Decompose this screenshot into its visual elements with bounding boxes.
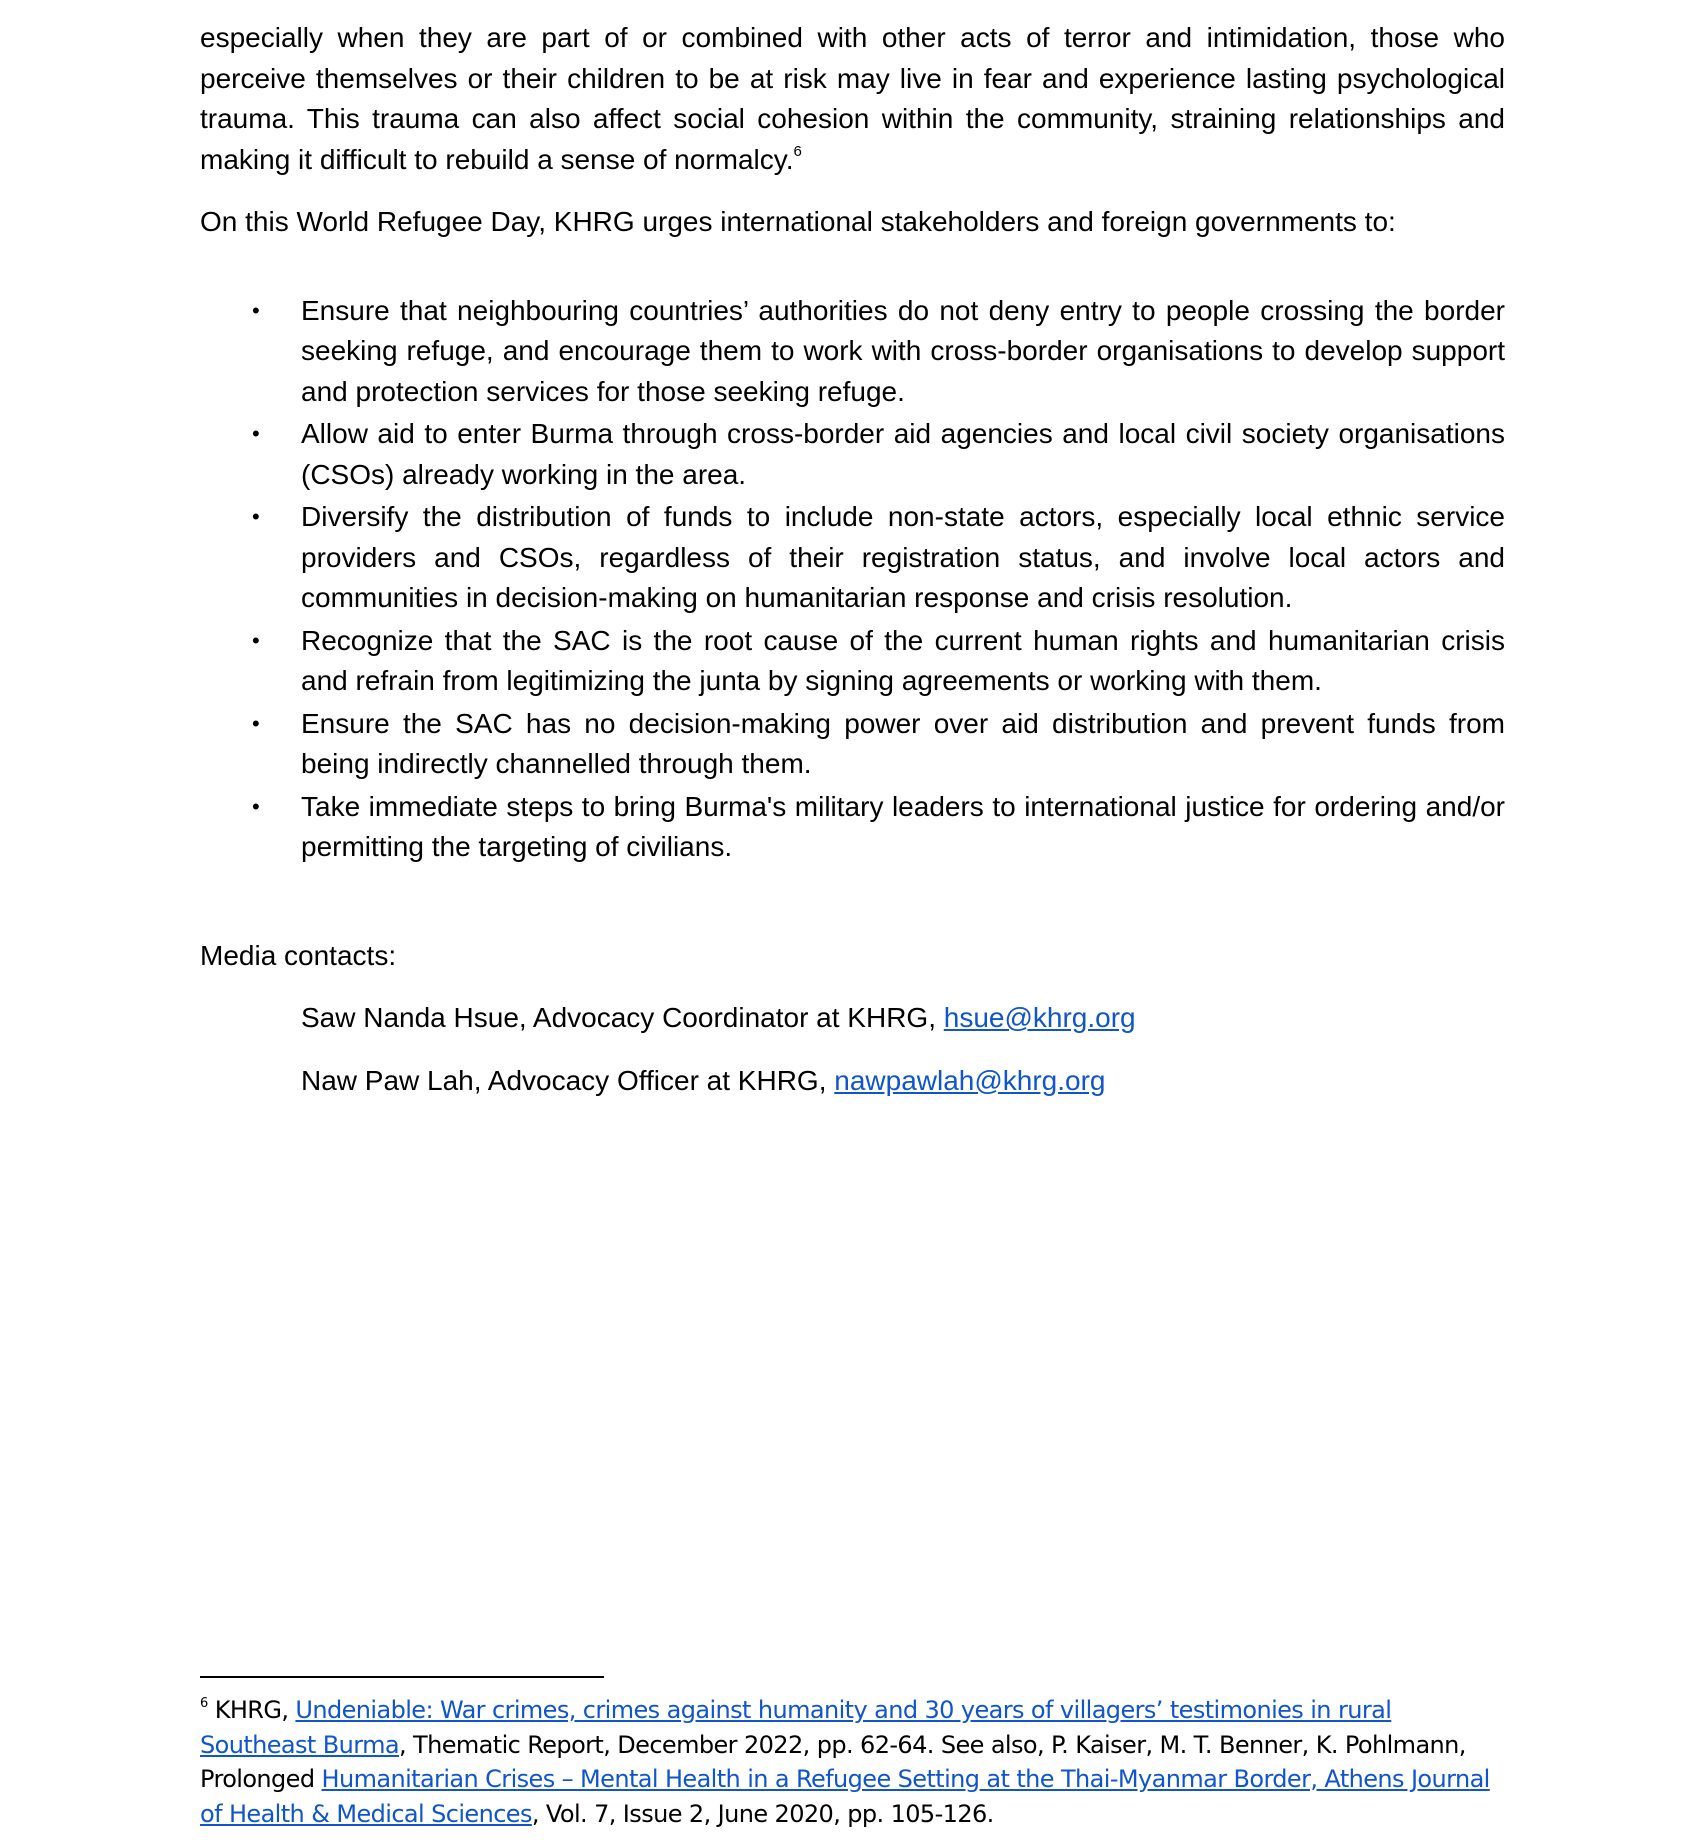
footnote-separator (200, 1676, 604, 1678)
list-item-text: Allow aid to enter Burma through cross-border aid agencies and local civil society organisations (CSOs) already working in the area. (301, 418, 1505, 490)
footnote-link-journal[interactable]: Humanitarian Crises – Mental Health in a Refugee Setting at the Thai-Myanmar Border, Athens Journal of Health & Medical Sciences (200, 1765, 1490, 1828)
footnote-number: 6 (200, 1696, 208, 1711)
bullet-icon: • (252, 793, 260, 819)
list-item (200, 414, 1505, 495)
footnote-reference[interactable]: 6 (793, 143, 802, 161)
list-item (200, 291, 1505, 413)
email-link[interactable]: nawpawlah@khrg.org (834, 1064, 1106, 1096)
recommendations-list (200, 291, 1505, 868)
bullet-icon: • (252, 627, 260, 653)
media-contacts-heading: Media contacts: (200, 939, 397, 971)
bullet-icon: • (252, 710, 260, 736)
footnote-prefix: KHRG, (207, 1696, 296, 1724)
list-item-text: Recognize that the SAC is the root cause of the current human rights and humanitarian crisis and refrain from legitimizing the junta by signing agreements or working with them. (301, 624, 1505, 696)
bullet-icon: • (252, 297, 260, 323)
document-page (200, 18, 1505, 1123)
footnote-suffix: , Vol. 7, Issue 2, June 2020, pp. 105-126. (531, 1799, 994, 1828)
footnote-link-report[interactable]: Undeniable: War crimes, crimes against humanity and 30 years of villagers’ testimonies in rural Southeast Burma (200, 1696, 1392, 1759)
contact-description: Naw Paw Lah, Advocacy Officer at KHRG, (301, 1064, 835, 1096)
body-paragraph-intro: On this World Refugee Day, KHRG urges international stakeholders and foreign governments to: (200, 206, 1396, 237)
list-item-text: Ensure that neighbouring countries’ authorities do not deny entry to people crossing the border seeking refuge, and encourage them to work with cross-border organisations to develop support and protection services for those seeking refuge. (301, 294, 1505, 407)
list-item-text: Diversify the distribution of funds to include non-state actors, especially local ethnic service providers and CSOs, regardless of their registration status, and involve local actors and communities in decision-making on humanitarian response and crisis resolution. (301, 501, 1505, 613)
list-item (200, 787, 1505, 868)
list-item (200, 704, 1505, 785)
paragraph-text: especially when they are part of or combined with other acts of terror and intimidation, those who perceive themselves or their children to be at risk may live in fear and experience lasting psychological trauma. This trauma can also affect social cohesion within the community, straining relationships and making it difficult to rebuild a sense of normalcy. (200, 22, 1505, 175)
list-item (200, 497, 1505, 619)
list-item-text: Take immediate steps to bring Burma's military leaders to international justice for ordering and/or permitting the targeting of civilians. (301, 790, 1505, 862)
media-contact (200, 998, 1505, 1039)
body-paragraph-trauma (200, 18, 1505, 180)
footnote (200, 1693, 1505, 1831)
media-contact (200, 1061, 1505, 1102)
list-item-text: Ensure the SAC has no decision-making power over aid distribution and prevent funds from being indirectly channelled through them. (301, 707, 1505, 779)
footnote-middle: , Thematic Report, December 2022, pp. 62-64. See also, P. Kaiser, M. T. Benner, K. Pohlmann, Prolonged (200, 1730, 1466, 1793)
list-item (200, 621, 1505, 702)
contact-description: Saw Nanda Hsue, Advocacy Coordinator at KHRG, (301, 1002, 944, 1033)
bullet-icon: • (252, 421, 260, 446)
email-link[interactable]: hsue@khrg.org (943, 1002, 1136, 1033)
bullet-icon: • (252, 504, 260, 529)
